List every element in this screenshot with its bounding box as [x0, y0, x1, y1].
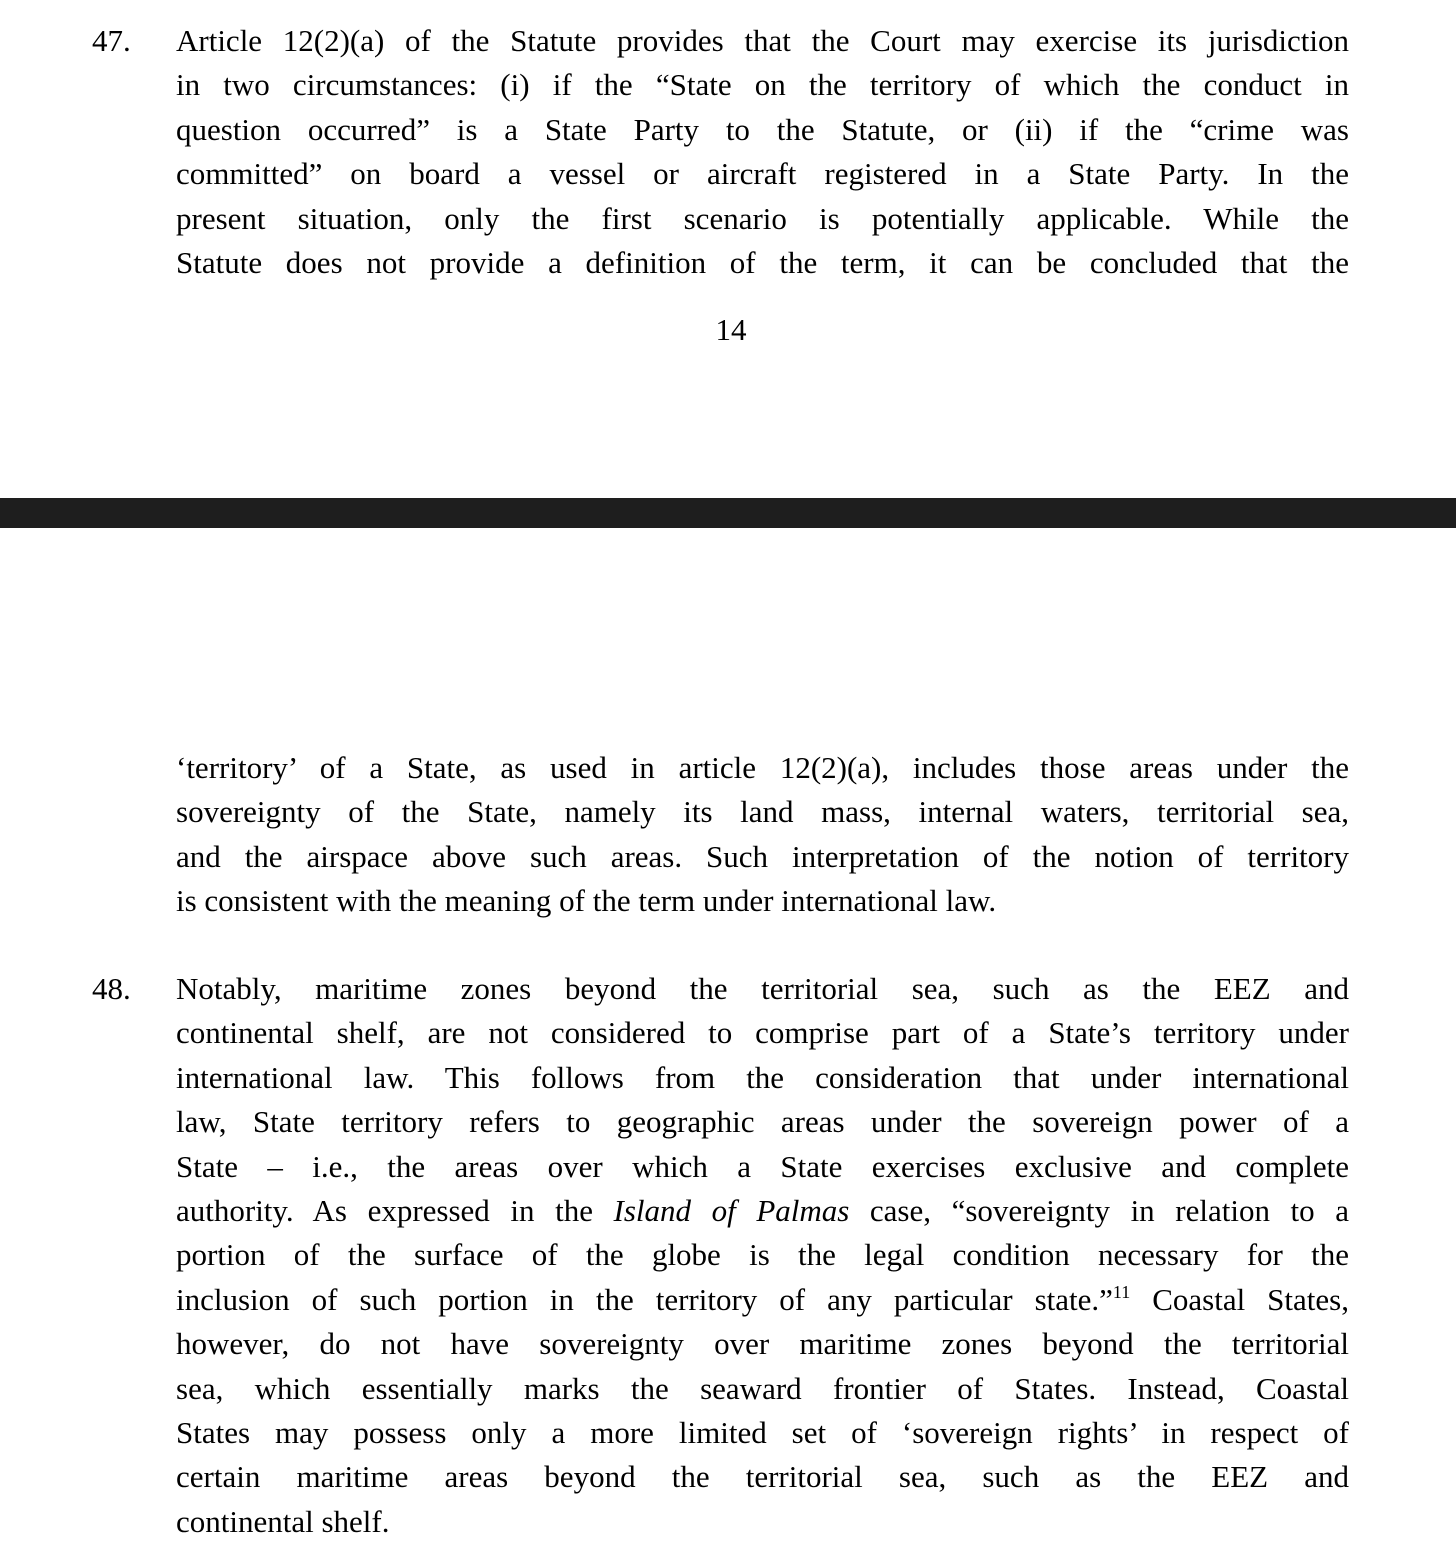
paragraph-48-line: Notably, maritime zones beyond the territorial sea, such as the EEZ and	[176, 971, 1349, 1006]
paragraph-47-text	[176, 19, 1349, 285]
paragraph-48-line: continental shelf, are not considered to comprise part of a State’s territory under	[176, 1015, 1349, 1051]
paragraph-47-continued-line: sovereignty of the State, namely its land mass, internal waters, territorial sea,	[176, 794, 1349, 830]
paragraph-47-number: 47.	[92, 23, 131, 58]
paragraph-47-line: Statute does not provide a definition of the term, it can be concluded that the	[176, 244, 1349, 280]
page-separator	[0, 498, 1456, 528]
case-name-italic: Island of Palmas	[613, 1192, 850, 1228]
paragraph-47-line: Article 12(2)(a) of the Statute provides that the Court may exercise its jurisdiction	[176, 23, 1349, 58]
paragraph-48-number: 48.	[92, 971, 131, 1006]
paragraph-48-line-with-footnote	[176, 1278, 1349, 1322]
paragraph-47-continued-line: is consistent with the meaning of the term under international law.	[176, 883, 997, 919]
page-number: 14	[715, 312, 747, 347]
line-text: Coastal States,	[1130, 1281, 1349, 1317]
paragraph-47-continued-line: and the airspace above such areas. Such interpretation of the notion of territory	[176, 838, 1349, 874]
document-page-top	[0, 0, 1456, 498]
paragraph-47-line: present situation, only the first scenario is potentially applicable. While the	[176, 200, 1349, 236]
paragraph-48-line-with-case-citation	[176, 1189, 1349, 1233]
line-text: inclusion of such portion in the territory of any particular state.”	[176, 1281, 1113, 1317]
paragraph-48-line: law, State territory refers to geographic areas under the sovereign power of a	[176, 1104, 1349, 1140]
paragraph-47-line: in two circumstances: (i) if the “State on the territory of which the conduct in	[176, 67, 1349, 103]
line-text: case, “sovereignty in relation to a	[849, 1192, 1349, 1228]
paragraph-47-continued-line: ‘territory’ of a State, as used in article 12(2)(a), includes those areas under the	[176, 750, 1349, 785]
paragraph-48-line: State – i.e., the areas over which a State exercises exclusive and complete	[176, 1148, 1349, 1184]
paragraph-47-continued-text	[176, 746, 1349, 924]
paragraph-47-line: committed” on board a vessel or aircraft registered in a State Party. In the	[176, 156, 1349, 192]
footnote-reference[interactable]: 11	[1112, 1281, 1131, 1302]
paragraph-47-line: question occurred” is a State Party to the Statute, or (ii) if the “crime was	[176, 111, 1349, 147]
paragraph-48-text	[176, 967, 1349, 1544]
paragraph-48-line: certain maritime areas beyond the territorial sea, such as the EEZ and	[176, 1459, 1349, 1495]
paragraph-48-line: international law. This follows from the consideration that under international	[176, 1059, 1349, 1095]
paragraph-48-line: sea, which essentially marks the seaward frontier of States. Instead, Coastal	[176, 1370, 1349, 1406]
paragraph-48-line: continental shelf.	[176, 1503, 390, 1539]
paragraph-48-line: portion of the surface of the globe is the legal condition necessary for the	[176, 1237, 1349, 1273]
paragraph-48-line: however, do not have sovereignty over maritime zones beyond the territorial	[176, 1326, 1349, 1362]
paragraph-48-line: States may possess only a more limited set of ‘sovereign rights’ in respect of	[176, 1414, 1349, 1450]
line-text: authority. As expressed in the	[176, 1192, 614, 1228]
document-page-bottom	[0, 528, 1456, 1549]
